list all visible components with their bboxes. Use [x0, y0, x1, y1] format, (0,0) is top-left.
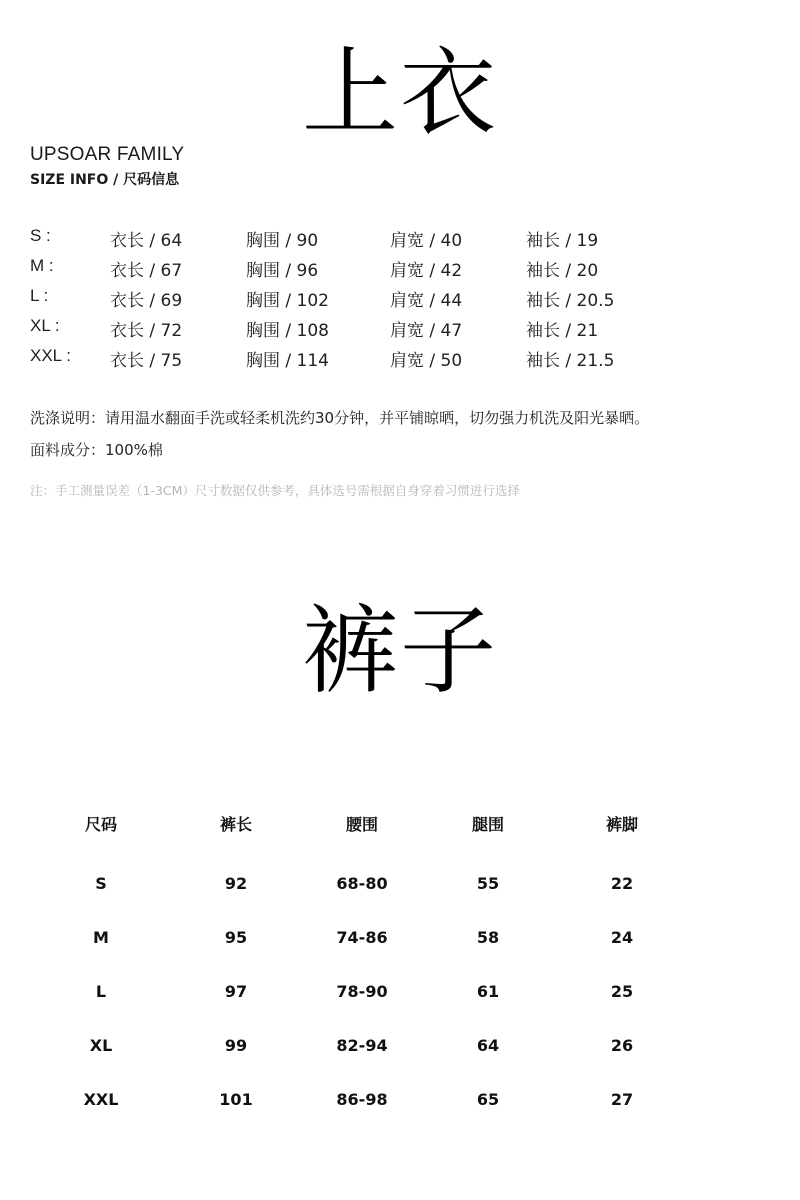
length-value: 衣长 / 75 — [110, 351, 183, 371]
size-info-label: SIZE INFO / 尺码信息 — [30, 172, 180, 188]
length-cell: 95 — [224, 928, 248, 947]
pants-table-header — [0, 812, 800, 874]
size-label: XL : — [30, 316, 60, 335]
column-header-length: 裤长 — [219, 815, 252, 834]
chest-value: 胸围 / 102 — [246, 291, 329, 311]
length-cell: 101 — [219, 1090, 253, 1109]
wash-instructions: 洗涤说明：请用温水翻面手洗或轻柔机洗约30分钟，并平铺晾晒，切勿强力机洗及阳光暴晒。 — [30, 409, 650, 427]
length-cell: 99 — [224, 1036, 248, 1055]
size-label: M : — [30, 256, 54, 275]
shoulder-value: 肩宽 / 47 — [390, 321, 463, 341]
tops-size-row — [30, 256, 770, 286]
pants-table-row — [0, 874, 800, 928]
sleeve-value: 袖长 / 21.5 — [526, 351, 615, 371]
pants-table-row — [0, 982, 800, 1036]
pants-heading: 裤子 — [302, 595, 498, 707]
size-cell: M — [93, 928, 109, 947]
tops-size-row — [30, 226, 770, 256]
hem-cell: 27 — [610, 1090, 634, 1109]
chest-value: 胸围 / 114 — [246, 351, 329, 371]
hem-cell: 26 — [610, 1036, 634, 1055]
tops-heading: 上衣 — [302, 37, 498, 149]
pants-size-table — [0, 812, 800, 1144]
hem-cell: 25 — [610, 982, 634, 1001]
sleeve-value: 袖长 / 19 — [526, 231, 599, 251]
waist-cell: 68-80 — [336, 874, 388, 893]
pants-table-row — [0, 1036, 800, 1090]
size-cell: XXL — [83, 1090, 119, 1109]
size-cell: S — [95, 874, 107, 893]
thigh-cell: 55 — [476, 874, 500, 893]
tops-size-row — [30, 346, 770, 376]
waist-cell: 74-86 — [336, 928, 388, 947]
waist-cell: 78-90 — [336, 982, 388, 1001]
column-header-thigh: 腿围 — [471, 815, 504, 834]
column-header-hem: 裤脚 — [605, 815, 638, 834]
sleeve-value: 袖长 / 21 — [526, 321, 599, 341]
length-value: 衣长 / 67 — [110, 261, 183, 281]
shoulder-value: 肩宽 / 40 — [390, 231, 463, 251]
thigh-cell: 61 — [476, 982, 500, 1001]
size-label: XXL : — [30, 346, 71, 365]
size-label: L : — [30, 286, 49, 305]
thigh-cell: 65 — [476, 1090, 500, 1109]
column-header-waist: 腰围 — [345, 815, 378, 834]
shoulder-value: 肩宽 / 42 — [390, 261, 463, 281]
length-value: 衣长 / 69 — [110, 291, 183, 311]
brand-name: UPSOAR FAMILY — [30, 144, 185, 165]
fabric-composition: 面料成分：100%棉 — [30, 441, 163, 459]
tops-size-table — [30, 226, 770, 376]
column-header-size: 尺码 — [84, 815, 117, 834]
length-value: 衣长 / 72 — [110, 321, 183, 341]
hem-cell: 22 — [610, 874, 634, 893]
length-cell: 97 — [224, 982, 248, 1001]
measurement-disclaimer: 注：手工测量误差（1-3CM）尺寸数据仅供参考，具体选号需根据自身穿着习惯进行选择 — [30, 483, 520, 498]
hem-cell: 24 — [610, 928, 634, 947]
chest-value: 胸围 / 90 — [246, 231, 319, 251]
waist-cell: 82-94 — [336, 1036, 388, 1055]
pants-table-row — [0, 928, 800, 982]
shoulder-value: 肩宽 / 44 — [390, 291, 463, 311]
tops-size-row — [30, 286, 770, 316]
chest-value: 胸围 / 108 — [246, 321, 329, 341]
chest-value: 胸围 / 96 — [246, 261, 319, 281]
waist-cell: 86-98 — [336, 1090, 388, 1109]
thigh-cell: 58 — [476, 928, 500, 947]
shoulder-value: 肩宽 / 50 — [390, 351, 463, 371]
sleeve-value: 袖长 / 20 — [526, 261, 599, 281]
pants-table-row — [0, 1090, 800, 1144]
sleeve-value: 袖长 / 20.5 — [526, 291, 615, 311]
length-cell: 92 — [224, 874, 248, 893]
length-value: 衣长 / 64 — [110, 231, 183, 251]
size-label: S : — [30, 226, 51, 245]
tops-size-row — [30, 316, 770, 346]
size-cell: XL — [89, 1036, 113, 1055]
size-cell: L — [95, 982, 107, 1001]
thigh-cell: 64 — [476, 1036, 500, 1055]
